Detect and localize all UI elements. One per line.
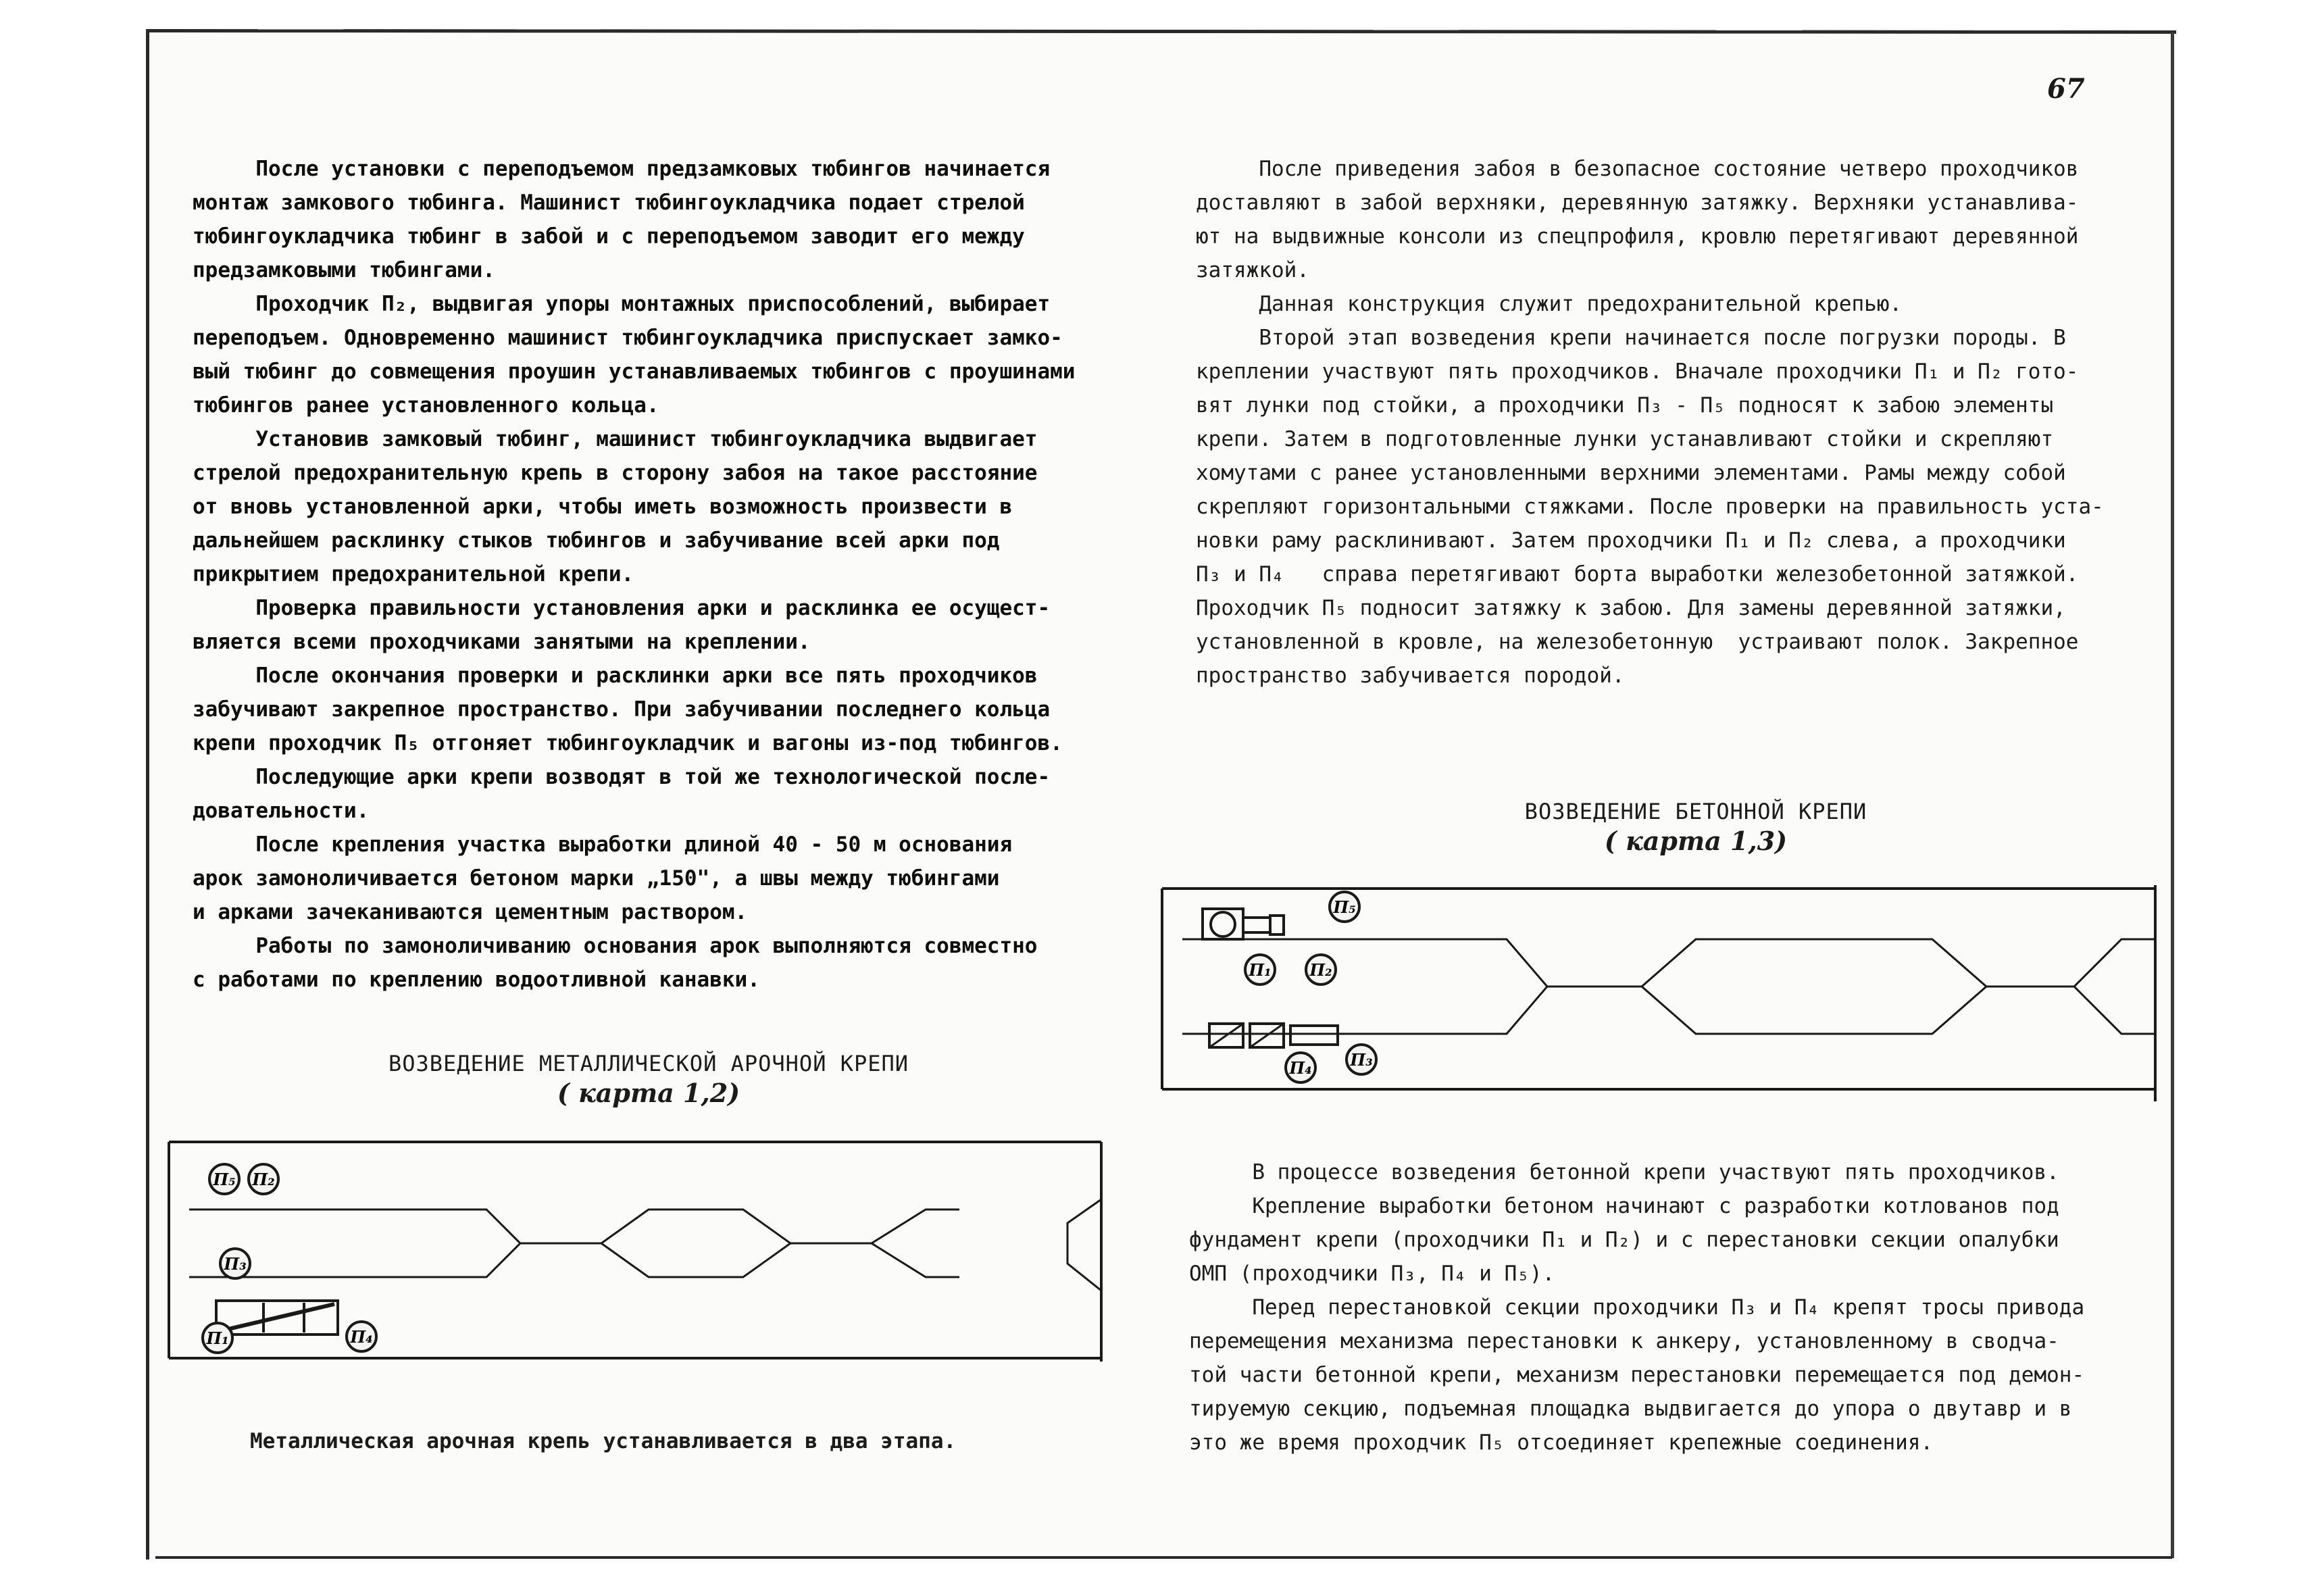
left-diagram-worker-label: П₄ [350,1327,373,1347]
left-text-line: крепи проходчик П₅ отгоняет тюбингоукладчик и вагоны из-под тюбингов. [193,731,1063,755]
right-lower-text-line: тируемую секцию, подъемная площадка выдвигается до упора о двутавр и в [1189,1397,2072,1421]
right-text-line: скрепляют горизонтальными стяжками. После проверки на правильность уста- [1196,495,2104,519]
right-lower-text-line: перемещения механизма перестановки к анкеру, установленному в сводча- [1189,1329,2059,1353]
left-text-line: Последующие арки крепи возводят в той же технологической после- [193,765,1051,789]
right-text-line: П₃ и П₄ справа перетягивают борта выработки железобетонной затяжкой. [1196,562,2079,587]
left-section-heading [311,1051,986,1108]
left-text-line: вляется всеми проходчиками занятыми на креплении. [193,630,811,654]
left-diagram-worker-label: П₁ [206,1328,229,1348]
left-text-line: дальнейшем расклинку стыков тюбингов и забучивание всей арки под [193,528,1000,553]
right-heading-subtitle: ( карта 1,3) [1604,826,1788,856]
right-text-line: хомутами с ранее установленными верхними элементами. Рамы между собой [1196,461,2066,485]
right-text-line: Данная конструкция служит предохранительной крепью. [1196,292,1903,316]
left-text-line: тюбингоукладчика тюбинг в забой и с переподъемом заводит его между [193,224,1025,249]
left-text-line: После установки с переподъемом предзамковых тюбингов начинается [193,157,1051,181]
left-text-line: Установив замковый тюбинг, машинист тюбингоукладчика выдвигает [193,427,1038,451]
left-text-line: После окончания проверки и расклинки арки все пять проходчиков [193,664,1038,688]
sheet-border-left [146,30,149,1560]
left-text-line: Проверка правильности установления арки и расклинка ее осущест- [193,596,1051,620]
left-text-line: и арками зачеканиваются цементным раствором. [193,900,748,924]
right-diagram-worker-label: П₄ [1289,1058,1312,1078]
left-text-line: Работы по замоноличиванию основания арок выполняются совместно [193,934,1038,958]
right-text-line: пространство забучивается породой. [1196,664,1625,688]
right-diagram-worker-label: П₅ [1333,897,1356,917]
right-text-line: новки раму расклинивают. Затем проходчики П₁ и П₂ слева, а проходчики [1196,528,2066,553]
right-text-line: вят лунки под стойки, а проходчики П₃ - П₅ подносят к забою элементы [1196,393,2054,418]
left-text-line: забучивают закрепное пространство. При забучивании последнего кольца [193,697,1051,722]
right-text-line: крепи. Затем в подготовленные лунки устанавливают стойки и скрепляют [1196,427,2054,451]
right-text-line: ют на выдвижные консоли из спецпрофиля, кровлю перетягивают деревянной [1196,224,2079,249]
metal-arch-support-diagram [162,1135,1122,1378]
left-heading-subtitle: ( карта 1,2) [557,1078,740,1108]
right-text-line: затяжкой. [1196,258,1309,282]
right-lower-text-line: это же время проходчик П₅ отсоединяет крепежные соединения. [1189,1430,1934,1455]
right-lower-text-line: той части бетонной крепи, механизм перестановки перемещается под демон- [1189,1363,2085,1387]
left-text-line: Проходчик П₂, выдвигая упоры монтажных приспособлений, выбирает [193,292,1051,316]
left-text-line: с работами по креплению водоотливной канавки. [193,968,760,992]
left-text-line: предзамковыми тюбингами. [193,258,495,282]
sheet-border-right [2171,32,2174,1558]
concrete-support-diagram [1155,878,2169,1135]
right-lower-text-line: ОМП (проходчики П₃, П₄ и П₅). [1189,1262,1555,1286]
left-text-line: вый тюбинг до совмещения проушин устанавливаемых тюбингов с проушинами [193,359,1076,384]
left-heading-title: ВОЗВЕДЕНИЕ МЕТАЛЛИЧЕСКОЙ АРОЧНОЙ КРЕПИ [388,1051,909,1076]
right-lower-text-line: В процессе возведения бетонной крепи участвуют пять проходчиков. [1189,1160,2059,1184]
left-diagram-worker-label: П₅ [213,1170,236,1189]
right-diagram-worker-label: П₂ [1309,960,1332,980]
sheet-border-bottom [155,1556,2172,1559]
right-text-line: Проходчик П₅ подносит затяжку к забою. Для замены деревянной затяжки, [1196,596,2066,620]
right-text-line: установленной в кровле, на железобетонную устраивают полок. Закрепное [1196,630,2079,654]
left-text-line: тюбингов ранее установленного кольца. [193,393,659,418]
left-diagram-worker-label: П₂ [252,1170,275,1189]
right-column-text-lower [1189,1155,2084,1460]
page-number: 67 [2047,73,2085,105]
right-lower-text-line: фундамент крепи (проходчики П₁ и П₂) и с перестановки секции опалубки [1189,1228,2059,1252]
right-lower-text-line: Крепление выработки бетоном начинают с разработки котлованов под [1189,1194,2059,1218]
left-text-line: стрелой предохранительную крепь в сторону забоя на такое расстояние [193,461,1038,485]
right-column-text [1196,152,2104,693]
left-text-line: довательности. [193,799,370,823]
right-text-line: доставляют в забой верхняки, деревянную затяжку. Верхняки устанавлива- [1196,191,2079,215]
right-text-line: После приведения забоя в безопасное состояние четверо проходчиков [1196,157,2079,181]
left-text-line: арок замоноличивается бетоном марки „150", а швы между тюбингами [193,866,1000,891]
left-text-line: После крепления участка выработки длиной 40 - 50 м основания [193,832,1013,857]
right-diagram-worker-label: П₁ [1249,960,1272,980]
right-lower-text-line: Перед перестановкой секции проходчики П₃ и П₄ крепят тросы привода [1189,1295,2085,1320]
left-text-line: прикрытием предохранительной крепи. [193,562,634,587]
right-text-line: креплении участвуют пять проходчиков. Вначале проходчики П₁ и П₂ гото- [1196,359,2079,384]
left-note-text: Металлическая арочная крепь устанавливается в два этапа. [250,1429,957,1453]
left-diagram-worker-label: П₃ [224,1254,247,1274]
left-text-line: от вновь установленной арки, чтобы иметь возможность произвести в [193,495,1013,519]
right-diagram-worker-label: П₃ [1350,1050,1373,1070]
left-column-text [193,152,1075,997]
left-text-line: монтаж замкового тюбинга. Машинист тюбингоукладчика подает стрелой [193,191,1025,215]
right-text-line: Второй этап возведения крепи начинается после погрузки породы. В [1196,326,2066,350]
right-section-heading [1432,799,1959,856]
right-heading-title: ВОЗВЕДЕНИЕ БЕТОННОЙ КРЕПИ [1524,799,1867,824]
left-text-line: переподъем. Одновременно машинист тюбингоукладчика приспускает замко- [193,326,1063,350]
